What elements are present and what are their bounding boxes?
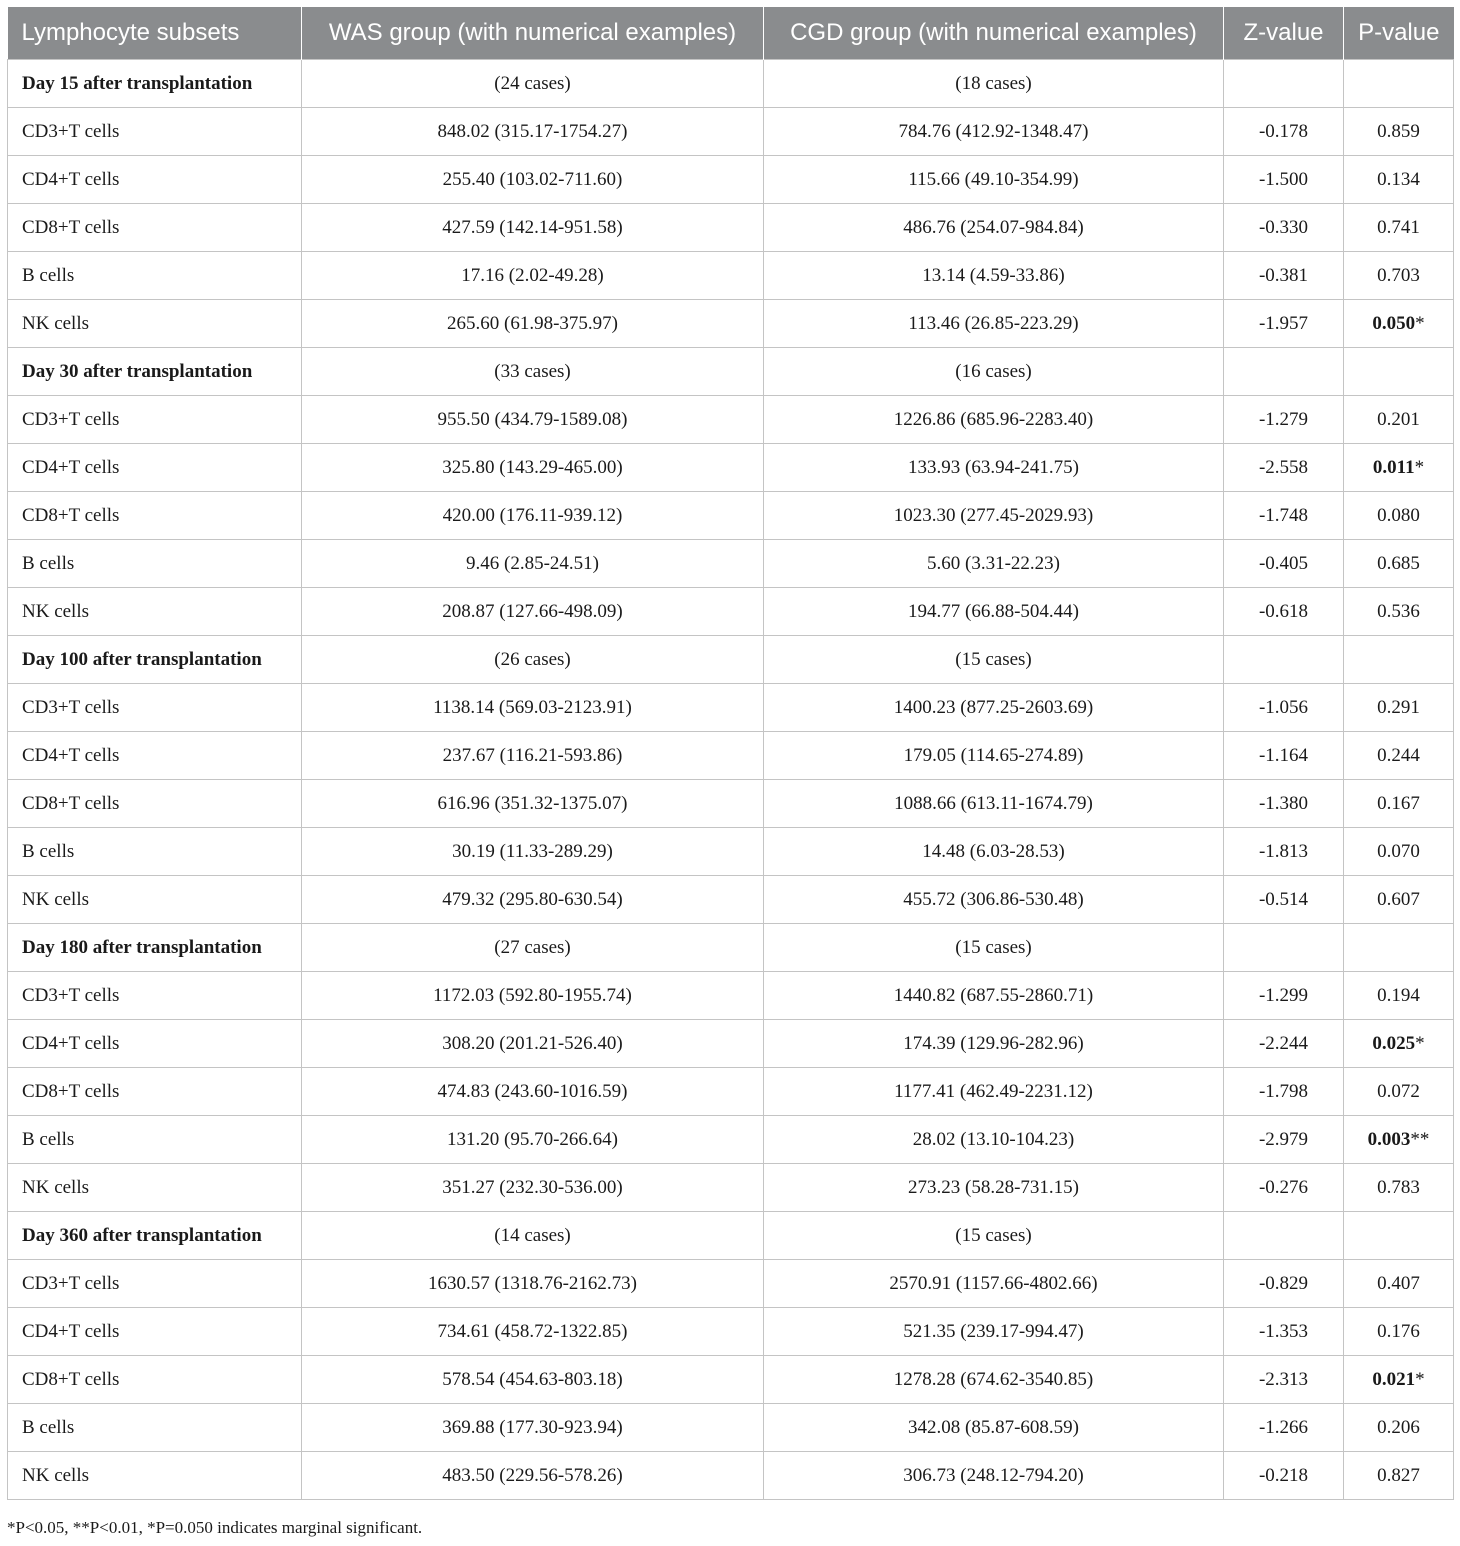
p-value: 0.003 <box>1367 1128 1411 1150</box>
z-value: -2.244 <box>1224 1020 1344 1068</box>
subset-name: CD8+T cells <box>8 492 302 540</box>
table-row <box>8 972 1454 1020</box>
section-was-cases: (27 cases) <box>302 924 764 972</box>
cgd-value: 306.73 (248.12-794.20) <box>764 1452 1224 1500</box>
was-value: 479.32 (295.80-630.54) <box>302 876 764 924</box>
header-z-value: Z-value <box>1224 7 1344 60</box>
z-value: -0.514 <box>1224 876 1344 924</box>
significance-mark: * <box>1414 456 1425 478</box>
p-value: 0.011 <box>1372 456 1415 478</box>
p-value: 0.176 <box>1377 1320 1420 1342</box>
was-value: 208.87 (127.66-498.09) <box>302 588 764 636</box>
section-cgd-cases: (16 cases) <box>764 348 1224 396</box>
section-title: Day 100 after transplantation <box>8 636 302 684</box>
subset-name: CD8+T cells <box>8 1356 302 1404</box>
header-cgd-group: CGD group (with numerical examples) <box>764 7 1224 60</box>
z-value: -1.748 <box>1224 492 1344 540</box>
z-value: -1.957 <box>1224 300 1344 348</box>
table-row <box>8 876 1454 924</box>
significance-mark: ** <box>1410 1128 1430 1150</box>
section-p-empty <box>1344 348 1454 396</box>
table-row <box>8 396 1454 444</box>
table-row <box>8 156 1454 204</box>
subset-name: CD3+T cells <box>8 396 302 444</box>
subset-name: NK cells <box>8 588 302 636</box>
cgd-value: 2570.91 (1157.66-4802.66) <box>764 1260 1224 1308</box>
p-value: 0.167 <box>1377 792 1420 814</box>
was-value: 955.50 (434.79-1589.08) <box>302 396 764 444</box>
table-row <box>8 444 1454 492</box>
p-value-cell <box>1344 1020 1454 1068</box>
subset-name: B cells <box>8 252 302 300</box>
p-value-cell <box>1344 1452 1454 1500</box>
was-value: 616.96 (351.32-1375.07) <box>302 780 764 828</box>
cgd-value: 1088.66 (613.11-1674.79) <box>764 780 1224 828</box>
subset-name: B cells <box>8 828 302 876</box>
was-value: 237.67 (116.21-593.86) <box>302 732 764 780</box>
z-value: -1.299 <box>1224 972 1344 1020</box>
section-p-empty <box>1344 636 1454 684</box>
cgd-value: 28.02 (13.10-104.23) <box>764 1116 1224 1164</box>
table-row <box>8 1068 1454 1116</box>
was-value: 325.80 (143.29-465.00) <box>302 444 764 492</box>
significance-mark: * <box>1415 1368 1425 1390</box>
p-value-cell <box>1344 300 1454 348</box>
table-row <box>8 1164 1454 1212</box>
table-row <box>8 780 1454 828</box>
p-value: 0.072 <box>1377 1080 1420 1102</box>
table-row <box>8 828 1454 876</box>
section-p-empty <box>1344 924 1454 972</box>
cgd-value: 486.76 (254.07-984.84) <box>764 204 1224 252</box>
was-value: 1172.03 (592.80-1955.74) <box>302 972 764 1020</box>
p-value: 0.244 <box>1377 744 1420 766</box>
subset-name: NK cells <box>8 876 302 924</box>
was-value: 131.20 (95.70-266.64) <box>302 1116 764 1164</box>
subset-name: B cells <box>8 1116 302 1164</box>
p-value: 0.025 <box>1372 1032 1416 1054</box>
cgd-value: 1400.23 (877.25-2603.69) <box>764 684 1224 732</box>
was-value: 1630.57 (1318.76-2162.73) <box>302 1260 764 1308</box>
p-value: 0.685 <box>1377 552 1420 574</box>
section-z-empty <box>1224 348 1344 396</box>
was-value: 427.59 (142.14-951.58) <box>302 204 764 252</box>
cgd-value: 1177.41 (462.49-2231.12) <box>764 1068 1224 1116</box>
was-value: 265.60 (61.98-375.97) <box>302 300 764 348</box>
p-value: 0.070 <box>1377 840 1420 862</box>
p-value-cell <box>1344 156 1454 204</box>
section-p-empty <box>1344 60 1454 108</box>
cgd-value: 179.05 (114.65-274.89) <box>764 732 1224 780</box>
significance-mark: * <box>1415 312 1425 334</box>
section-title: Day 180 after transplantation <box>8 924 302 972</box>
was-value: 17.16 (2.02-49.28) <box>302 252 764 300</box>
p-value: 0.201 <box>1377 408 1420 430</box>
table-row <box>8 1404 1454 1452</box>
subset-name: CD4+T cells <box>8 732 302 780</box>
subset-name: CD4+T cells <box>8 1308 302 1356</box>
section-z-empty <box>1224 60 1344 108</box>
header-was-group: WAS group (with numerical examples) <box>302 7 764 60</box>
z-value: -1.380 <box>1224 780 1344 828</box>
p-value: 0.859 <box>1377 120 1420 142</box>
subset-name: CD3+T cells <box>8 108 302 156</box>
cgd-value: 115.66 (49.10-354.99) <box>764 156 1224 204</box>
table-row <box>8 252 1454 300</box>
table-footnote: *P<0.05, **P<0.01, *P=0.050 indicates marginal significant. <box>7 1518 423 1537</box>
section-header-row <box>8 636 1454 684</box>
section-title: Day 15 after transplantation <box>8 60 302 108</box>
z-value: -1.056 <box>1224 684 1344 732</box>
cgd-value: 1226.86 (685.96-2283.40) <box>764 396 1224 444</box>
section-was-cases: (26 cases) <box>302 636 764 684</box>
was-value: 255.40 (103.02-711.60) <box>302 156 764 204</box>
table-row <box>8 492 1454 540</box>
section-title: Day 30 after transplantation <box>8 348 302 396</box>
section-header-row <box>8 348 1454 396</box>
z-value: -0.178 <box>1224 108 1344 156</box>
z-value: -1.813 <box>1224 828 1344 876</box>
table-row <box>8 588 1454 636</box>
section-title: Day 360 after transplantation <box>8 1212 302 1260</box>
cgd-value: 273.23 (58.28-731.15) <box>764 1164 1224 1212</box>
subset-name: CD4+T cells <box>8 1020 302 1068</box>
cgd-value: 1023.30 (277.45-2029.93) <box>764 492 1224 540</box>
section-header-row <box>8 60 1454 108</box>
table-container <box>7 7 1453 1500</box>
subset-name: NK cells <box>8 1164 302 1212</box>
cgd-value: 521.35 (239.17-994.47) <box>764 1308 1224 1356</box>
cgd-value: 1440.82 (687.55-2860.71) <box>764 972 1224 1020</box>
table-row <box>8 1260 1454 1308</box>
section-z-empty <box>1224 636 1344 684</box>
p-value-cell <box>1344 1308 1454 1356</box>
z-value: -1.798 <box>1224 1068 1344 1116</box>
p-value: 0.407 <box>1377 1272 1420 1294</box>
p-value-cell <box>1344 204 1454 252</box>
z-value: -0.405 <box>1224 540 1344 588</box>
subset-name: CD8+T cells <box>8 204 302 252</box>
p-value: 0.827 <box>1377 1464 1420 1486</box>
table-row <box>8 684 1454 732</box>
section-was-cases: (14 cases) <box>302 1212 764 1260</box>
p-value: 0.607 <box>1377 888 1420 910</box>
p-value-cell <box>1344 1068 1454 1116</box>
section-cgd-cases: (18 cases) <box>764 60 1224 108</box>
subset-name: B cells <box>8 1404 302 1452</box>
table-row <box>8 204 1454 252</box>
cgd-value: 5.60 (3.31-22.23) <box>764 540 1224 588</box>
z-value: -1.266 <box>1224 1404 1344 1452</box>
p-value-cell <box>1344 1404 1454 1452</box>
p-value-cell <box>1344 732 1454 780</box>
was-value: 420.00 (176.11-939.12) <box>302 492 764 540</box>
table-row <box>8 1356 1454 1404</box>
cgd-value: 113.46 (26.85-223.29) <box>764 300 1224 348</box>
p-value-cell <box>1344 108 1454 156</box>
table-row <box>8 1452 1454 1500</box>
p-value-cell <box>1344 252 1454 300</box>
cgd-value: 784.76 (412.92-1348.47) <box>764 108 1224 156</box>
section-was-cases: (33 cases) <box>302 348 764 396</box>
z-value: -2.558 <box>1224 444 1344 492</box>
was-value: 483.50 (229.56-578.26) <box>302 1452 764 1500</box>
section-was-cases: (24 cases) <box>302 60 764 108</box>
p-value-cell <box>1344 780 1454 828</box>
p-value: 0.703 <box>1377 264 1420 286</box>
subset-name: CD4+T cells <box>8 444 302 492</box>
was-value: 578.54 (454.63-803.18) <box>302 1356 764 1404</box>
lymphocyte-subsets-table <box>7 7 1454 1500</box>
p-value: 0.134 <box>1377 168 1420 190</box>
p-value: 0.741 <box>1377 216 1420 238</box>
p-value-cell <box>1344 444 1454 492</box>
p-value: 0.291 <box>1377 696 1420 718</box>
section-cgd-cases: (15 cases) <box>764 1212 1224 1260</box>
was-value: 848.02 (315.17-1754.27) <box>302 108 764 156</box>
header-lymphocyte-subsets: Lymphocyte subsets <box>8 7 302 60</box>
table-row <box>8 1308 1454 1356</box>
table-body <box>8 60 1454 1500</box>
p-value-cell <box>1344 1356 1454 1404</box>
was-value: 9.46 (2.85-24.51) <box>302 540 764 588</box>
p-value-cell <box>1344 828 1454 876</box>
cgd-value: 13.14 (4.59-33.86) <box>764 252 1224 300</box>
was-value: 351.27 (232.30-536.00) <box>302 1164 764 1212</box>
section-cgd-cases: (15 cases) <box>764 924 1224 972</box>
subset-name: NK cells <box>8 1452 302 1500</box>
p-value: 0.194 <box>1377 984 1420 1006</box>
cgd-value: 133.93 (63.94-241.75) <box>764 444 1224 492</box>
z-value: -1.353 <box>1224 1308 1344 1356</box>
cgd-value: 455.72 (306.86-530.48) <box>764 876 1224 924</box>
table-row <box>8 300 1454 348</box>
p-value-cell <box>1344 876 1454 924</box>
subset-name: CD8+T cells <box>8 780 302 828</box>
z-value: -0.381 <box>1224 252 1344 300</box>
section-cgd-cases: (15 cases) <box>764 636 1224 684</box>
was-value: 474.83 (243.60-1016.59) <box>302 1068 764 1116</box>
z-value: -1.500 <box>1224 156 1344 204</box>
subset-name: CD3+T cells <box>8 972 302 1020</box>
section-p-empty <box>1344 1212 1454 1260</box>
cgd-value: 342.08 (85.87-608.59) <box>764 1404 1224 1452</box>
p-value: 0.080 <box>1377 504 1420 526</box>
table-row <box>8 732 1454 780</box>
p-value-cell <box>1344 1116 1454 1164</box>
table-header-row <box>8 7 1454 60</box>
was-value: 369.88 (177.30-923.94) <box>302 1404 764 1452</box>
subset-name: CD3+T cells <box>8 1260 302 1308</box>
subset-name: CD3+T cells <box>8 684 302 732</box>
table-row <box>8 540 1454 588</box>
z-value: -1.164 <box>1224 732 1344 780</box>
subset-name: CD4+T cells <box>8 156 302 204</box>
p-value: 0.536 <box>1377 600 1420 622</box>
z-value: -2.313 <box>1224 1356 1344 1404</box>
p-value-cell <box>1344 540 1454 588</box>
z-value: -1.279 <box>1224 396 1344 444</box>
z-value: -2.979 <box>1224 1116 1344 1164</box>
was-value: 1138.14 (569.03-2123.91) <box>302 684 764 732</box>
p-value-cell <box>1344 492 1454 540</box>
p-value: 0.021 <box>1372 1368 1416 1390</box>
p-value-cell <box>1344 1260 1454 1308</box>
was-value: 30.19 (11.33-289.29) <box>302 828 764 876</box>
cgd-value: 14.48 (6.03-28.53) <box>764 828 1224 876</box>
p-value-cell <box>1344 588 1454 636</box>
section-header-row <box>8 1212 1454 1260</box>
z-value: -0.618 <box>1224 588 1344 636</box>
p-value: 0.783 <box>1377 1176 1420 1198</box>
z-value: -0.276 <box>1224 1164 1344 1212</box>
section-z-empty <box>1224 924 1344 972</box>
cgd-value: 174.39 (129.96-282.96) <box>764 1020 1224 1068</box>
p-value-cell <box>1344 396 1454 444</box>
p-value-cell <box>1344 684 1454 732</box>
subset-name: B cells <box>8 540 302 588</box>
z-value: -0.218 <box>1224 1452 1344 1500</box>
z-value: -0.829 <box>1224 1260 1344 1308</box>
cgd-value: 1278.28 (674.62-3540.85) <box>764 1356 1224 1404</box>
was-value: 734.61 (458.72-1322.85) <box>302 1308 764 1356</box>
subset-name: CD8+T cells <box>8 1068 302 1116</box>
p-value: 0.206 <box>1377 1416 1420 1438</box>
z-value: -0.330 <box>1224 204 1344 252</box>
subset-name: NK cells <box>8 300 302 348</box>
significance-mark: * <box>1415 1032 1425 1054</box>
table-row <box>8 1020 1454 1068</box>
table-row <box>8 108 1454 156</box>
header-p-value: P-value <box>1344 7 1454 60</box>
p-value-cell <box>1344 972 1454 1020</box>
was-value: 308.20 (201.21-526.40) <box>302 1020 764 1068</box>
p-value-cell <box>1344 1164 1454 1212</box>
table-row <box>8 1116 1454 1164</box>
section-header-row <box>8 924 1454 972</box>
section-z-empty <box>1224 1212 1344 1260</box>
cgd-value: 194.77 (66.88-504.44) <box>764 588 1224 636</box>
p-value: 0.050 <box>1372 312 1416 334</box>
